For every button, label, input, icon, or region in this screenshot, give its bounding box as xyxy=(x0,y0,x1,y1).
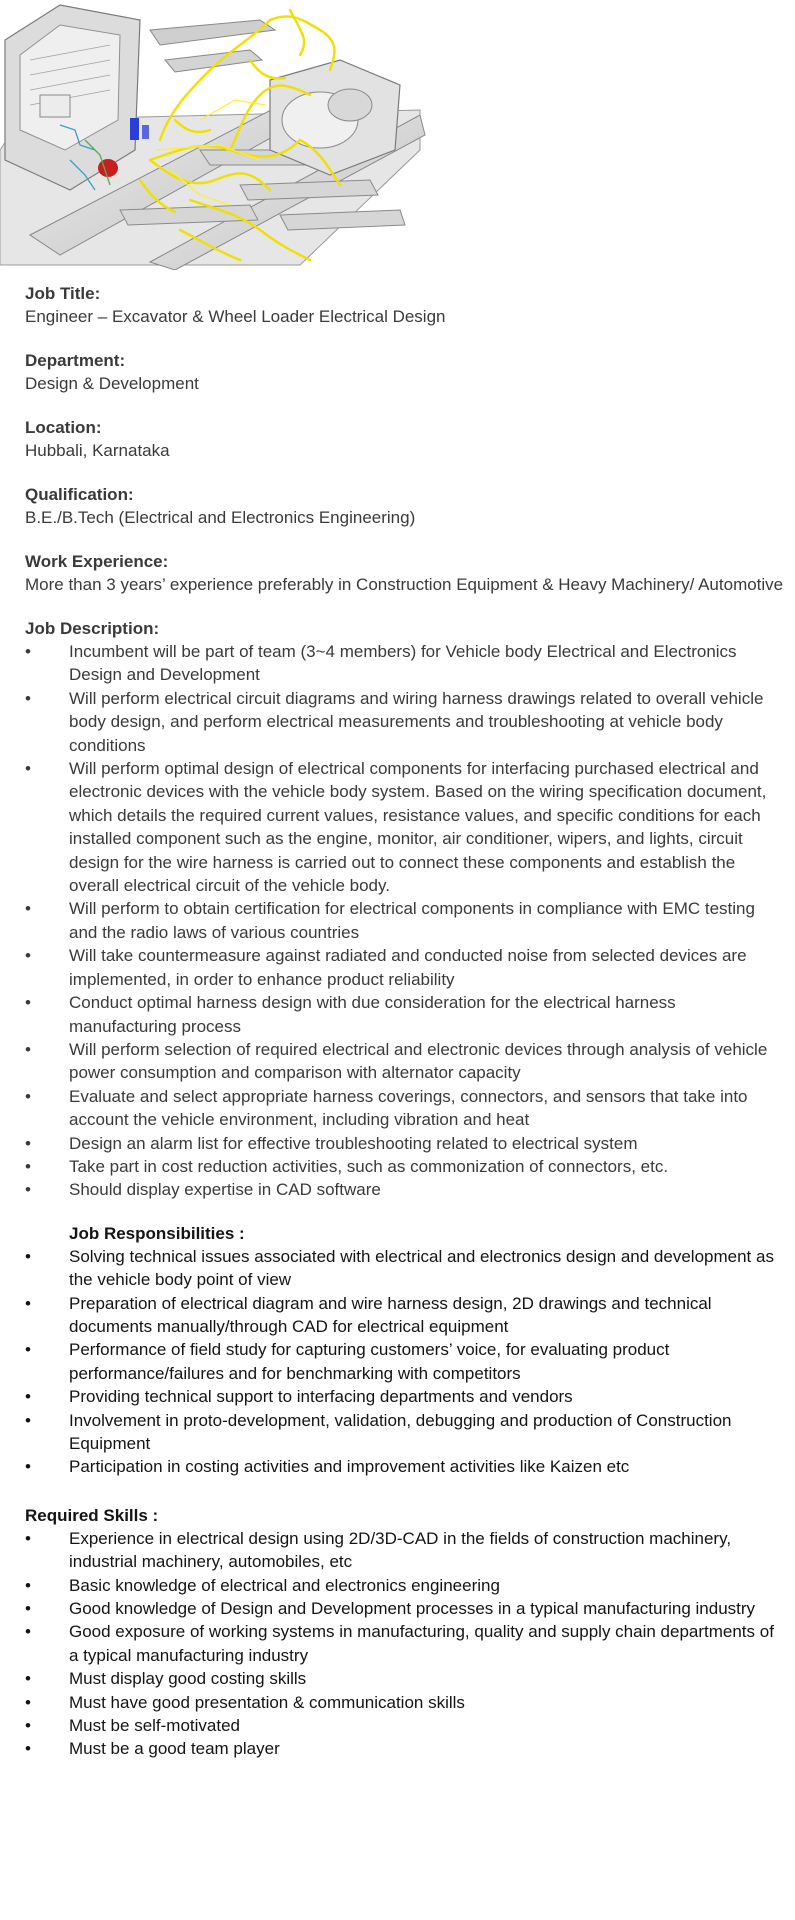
list-item: • Evaluate and select appropriate harness coverings, connectors, and sensors that take into account the vehicle environment, including vibration and heat xyxy=(25,1085,785,1132)
department-value: Design & Development xyxy=(25,374,199,393)
job-description-list xyxy=(25,640,785,1202)
job-title-label: Job Title: xyxy=(25,284,101,303)
list-item: • Participation in costing activities and improvement activities like Kaizen etc xyxy=(25,1455,785,1478)
list-item: • Conduct optimal harness design with due consideration for the electrical harness manufacturing process xyxy=(25,991,785,1038)
list-item: • Preparation of electrical diagram and wire harness design, 2D drawings and technical documents manually/through CAD for electrical equipment xyxy=(25,1292,785,1339)
list-item: • Must have good presentation & communication skills xyxy=(25,1691,785,1714)
vehicle-harness-illustration xyxy=(0,0,430,270)
list-item: • Must display good costing skills xyxy=(25,1667,785,1690)
location-section xyxy=(25,416,785,462)
list-item: • Must be self-motivated xyxy=(25,1714,785,1737)
job-posting xyxy=(25,282,785,1761)
qualification-section xyxy=(25,483,785,529)
qualification-value: B.E./B.Tech (Electrical and Electronics Engineering) xyxy=(25,508,416,527)
job-description-label: Job Description: xyxy=(25,619,160,638)
location-value: Hubbali, Karnataka xyxy=(25,441,170,460)
work-experience-label: Work Experience: xyxy=(25,552,169,571)
job-responsibilities-list xyxy=(25,1245,785,1479)
required-skills-label: Required Skills : xyxy=(25,1505,159,1525)
job-responsibilities-section xyxy=(25,1222,785,1479)
work-experience-section xyxy=(25,550,785,596)
list-item: • Performance of field study for capturing customers’ voice, for evaluating product performance/failures and for benchmarking with competitors xyxy=(25,1338,785,1385)
list-item: • Incumbent will be part of team (3~4 members) for Vehicle body Electrical and Electronics Design and Development xyxy=(25,640,785,687)
list-item: • Good exposure of working systems in manufacturing, quality and supply chain departments of a typical manufacturing industry xyxy=(25,1620,785,1667)
list-item: • Will perform electrical circuit diagrams and wiring harness drawings related to overall vehicle body design, and perform electrical measurements and troubleshooting at vehicle body conditions xyxy=(25,687,785,757)
qualification-label: Qualification: xyxy=(25,485,134,504)
list-item: • Basic knowledge of electrical and electronics engineering xyxy=(25,1574,785,1597)
work-experience-value: More than 3 years’ experience preferably in Construction Equipment & Heavy Machinery/ Automotive xyxy=(25,575,784,594)
department-section xyxy=(25,349,785,395)
list-item: • Will take countermeasure against radiated and conducted noise from selected devices are implemented, in order to enhance product reliability xyxy=(25,944,785,991)
list-item: • Providing technical support to interfacing departments and vendors xyxy=(25,1385,785,1408)
list-item: • Solving technical issues associated with electrical and electronics design and development as the vehicle body point of view xyxy=(25,1245,785,1292)
job-title-value: Engineer – Excavator & Wheel Loader Electrical Design xyxy=(25,307,446,326)
list-item: • Must be a good team player xyxy=(25,1737,785,1760)
location-label: Location: xyxy=(25,418,102,437)
list-item: • Will perform optimal design of electrical components for interfacing purchased electrical and electronic devices with the vehicle body system. Based on the wiring specification document, which details the required current values, resistance values, and specific conditions for each installed component such as the engine, monitor, air conditioner, wipers, and lights, circuit design for the wire harness is carried out to connect these components and establish the overall electrical circuit of the vehicle body. xyxy=(25,757,785,897)
department-label: Department: xyxy=(25,351,126,370)
job-title-section xyxy=(25,282,785,328)
list-item: • Good knowledge of Design and Development processes in a typical manufacturing industry xyxy=(25,1597,785,1620)
list-item: • Will perform to obtain certification for electrical components in compliance with EMC testing and the radio laws of various countries xyxy=(25,897,785,944)
list-item: • Involvement in proto-development, validation, debugging and production of Construction Equipment xyxy=(25,1409,785,1456)
required-skills-section xyxy=(25,1504,785,1761)
list-item: • Should display expertise in CAD software xyxy=(25,1178,785,1201)
required-skills-list xyxy=(25,1527,785,1761)
job-responsibilities-label: Job Responsibilities : xyxy=(69,1223,245,1243)
job-description-section xyxy=(25,617,785,1202)
list-item: • Design an alarm list for effective troubleshooting related to electrical system xyxy=(25,1132,785,1155)
list-item: • Experience in electrical design using 2D/3D-CAD in the fields of construction machinery, industrial machinery, automobiles, etc xyxy=(25,1527,785,1574)
list-item: • Take part in cost reduction activities, such as commonization of connectors, etc. xyxy=(25,1155,785,1178)
list-item: • Will perform selection of required electrical and electronic devices through analysis of vehicle power consumption and comparison with alternator capacity xyxy=(25,1038,785,1085)
